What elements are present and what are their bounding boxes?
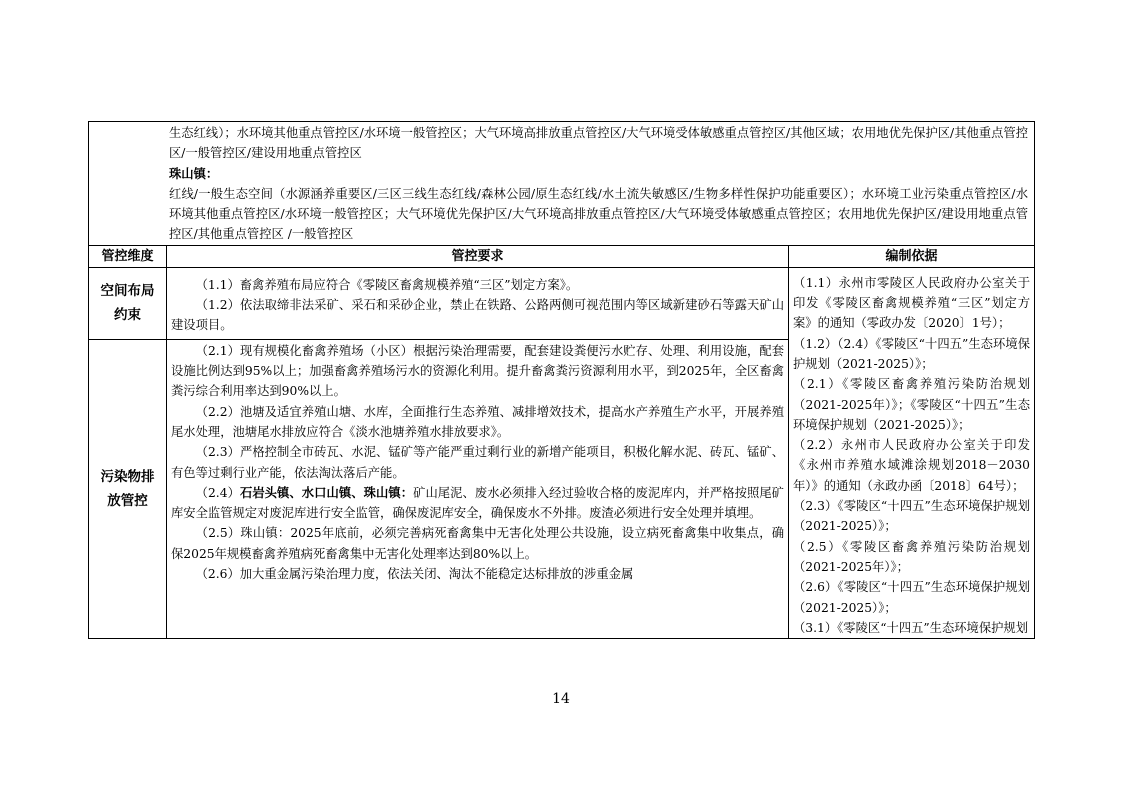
- row-spatial-layout: [89, 267, 1035, 339]
- header-row: [89, 245, 1035, 267]
- basis-1-1: （1.1）永州市零陵区人民政府办公室关于印发《零陵区畜禽规模养殖“三区”划定方案》的通知（零政办发〔2020〕1号）；: [793, 275, 1030, 331]
- continuation-cell: [89, 122, 1035, 246]
- header-basis: 编制依据: [789, 245, 1035, 267]
- control-table: [88, 121, 1035, 639]
- dimension-spatial-layout: 空间布局约束: [89, 267, 167, 339]
- basis-2-3: （2.3）《零陵区“十四五”生态环境保护规划（2021-2025）》；: [793, 499, 1030, 534]
- req-2-3: （2.3）严格控制全市砖瓦、水泥、锰矿等产能严重过剩行业的新增产能项目，积极化解水泥、砖瓦、锰矿、有色等过剩行业产能，依法淘汰落后产能。: [171, 445, 784, 480]
- page-number: 14: [552, 691, 570, 707]
- header-requirements: 管控要求: [167, 245, 789, 267]
- basis-3-1: （3.1）《零陵区“十四五”生态环境保护规划: [793, 620, 1029, 635]
- req-1-2: （1.2）依法取缔非法采矿、采石和采砂企业，禁止在铁路、公路两侧可视范围内等区域新建砂石等露天矿山建设项目。: [171, 298, 784, 333]
- requirements-pollutant-discharge: [167, 339, 789, 638]
- basis-2-1: （2.1）《零陵区畜禽养殖污染防治规划（2021-2025年）》；《零陵区“十四五”生态环境保护规划（2021-2025）》；: [793, 377, 1030, 432]
- req-2-2: （2.2）池塘及适宜养殖山塘、水库，全面推行生态养殖、减排增效技术，提高水产养殖生产水平，开展养殖尾水处理，池塘尾水排放应符合《淡水池塘养殖水排放要求》。: [171, 404, 784, 439]
- req-2-6: （2.6）加大重金属污染治理力度，依法关闭、淘汰不能稳定达标排放的涉重金属: [195, 567, 634, 582]
- basis-2-5: （2.5）《零陵区畜禽养殖污染防治规划（2021-2025年）》；: [793, 539, 1030, 574]
- req-2-4: [167, 483, 784, 524]
- req-2-1: （2.1）现有规模化畜禽养殖场（小区）根据污染治理需要，配套建设粪便污水贮存、处理、利用设施，配套设施比例达到95%以上；加强畜禽养殖场污水的资源化利用。提升畜禽粪污资源利用水平，到2025年，全区畜禽粪污综合利用率达到90%以上。: [171, 343, 784, 399]
- req-2-4-lead: （2.4）: [195, 485, 240, 500]
- req-2-4-towns: 石岩头镇、水口山镇、珠山镇：: [239, 485, 414, 500]
- basis-cell: [789, 267, 1035, 638]
- req-1-1: （1.1）畜禽养殖布局应符合《零陵区畜禽规模养殖“三区”划定方案》。: [195, 277, 579, 292]
- basis-1-2: （1.2）（2.4）《零陵区“十四五”生态环境保护规划（2021-2025）》；: [793, 336, 1030, 371]
- dimension-pollutant-discharge: 污染物排放管控: [89, 339, 167, 638]
- req-2-5: （2.5）珠山镇：2025年底前，必须完善病死畜禽集中无害化处理公共设施，设立病死畜禽集中收集点，确保2025年规模畜禽养殖病死畜禽集中无害化处理率达到80%以上。: [171, 526, 784, 561]
- continuation-row: [89, 122, 1035, 246]
- continuation-line-2: 红线/一般生态空间（水源涵养重要区/三区三线生态红线/森林公园/原生态红线/水土流失敏感区/生物多样性保护功能重要区）；水环境工业污染重点管控区/水环境其他重点管控区/水环境一般管控区；大气环境优先保护区/大气环境高排放重点管控区/大气环境受体敏感重点管控区；农用地优先保护区/建设用地重点管控区/其他重点管控区 /一般管控区: [169, 186, 1028, 242]
- req-2-4-text: 矿山尾泥、废水必须排入经过验收合格的废泥库内，并严格按照尾矿库安全监管规定对废泥库进行安全监管，确保废泥库安全，确保废水不外排。废渣必须进行安全处理并填埋。: [171, 485, 784, 521]
- requirements-spatial-layout: [167, 267, 789, 339]
- header-dimension: 管控维度: [89, 245, 167, 267]
- basis-2-2: （2.2）永州市人民政府办公室关于印发《永州市养殖水域滩涂规划2018－2030年）》的通知（永政办函〔2018〕64号）；: [793, 438, 1030, 493]
- basis-2-6: （2.6）《零陵区“十四五”生态环境保护规划（2021-2025）》；: [793, 580, 1030, 615]
- town-label-zhushan: 珠山镇：: [169, 166, 219, 181]
- continuation-line-1: 生态红线）；水环境其他重点管控区/水环境一般管控区；大气环境高排放重点管控区/大气环境受体敏感重点管控区/其他区域；农用地优先保护区/其他重点管控区/一般管控区/建设用地重点管控区: [169, 126, 1028, 161]
